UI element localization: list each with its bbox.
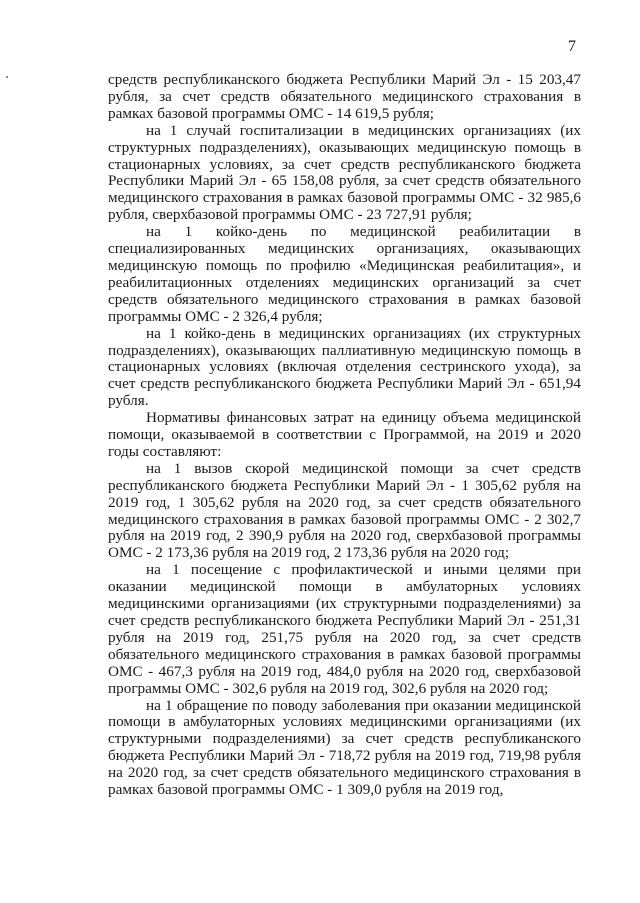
paragraph-continuation: средств республиканского бюджета Республики Марий Эл - 15 203,47 рубля, за счет средств обязательного медицинского страхования в рамках базовой программы ОМС - 14 619,5 рубля;: [108, 71, 581, 122]
paragraph-rehabilitation-bed-day: на 1 койко-день по медицинской реабилитации в специализированных медицинских организациях, оказывающих медицинскую помощь по профилю «Медицинская реабилитация», и реабилитационных отделениях медицинских организаций за счет средств обязательного медицинского страхования в рамках базовой программы ОМС - 2 326,4 рубля;: [108, 223, 581, 325]
page-number: 7: [568, 38, 576, 55]
paragraph-cost-norms-intro: Нормативы финансовых затрат на единицу объема медицинской помощи, оказываемой в соответствии с Программой, на 2019 и 2020 годы составляют:: [108, 409, 581, 460]
paragraph-preventive-visit: на 1 посещение с профилактической и иными целями при оказании медицинской помощи в амбулаторных условиях медицинскими организациями (их структурными подразделениями) за счет средств республиканского бюджета Республики Марий Эл - 251,31 рубля на 2019 год, 251,75 рубля на 2020 год, за счет средств обязательного медицинского страхования в рамках базовой программы ОМС - 467,3 рубля на 2019 год, 484,0 рубля на 2020 год, сверхбазовой программы ОМС - 302,6 рубля на 2019 год, 302,6 рубля на 2020 год;: [108, 561, 581, 697]
paragraph-disease-appeal: на 1 обращение по поводу заболевания при оказании медицинской помощи в амбулаторных условиях медицинскими организациями (их структурными подразделениями) за счет средств республиканского бюджета Республики Марий Эл - 718,72 рубля на 2019 год, 719,98 рубля на 2020 год, за счет средств обязательного медицинского страхования в рамках базовой программы ОМС - 1 309,0 рубля на 2019 год,: [108, 696, 581, 799]
paragraph-hospitalization-cost: на 1 случай госпитализации в медицинских организациях (их структурных подразделениях), оказывающих медицинскую помощь в стационарных условиях, за счет средств республиканского бюджета Республики Марий Эл - 65 158,08 рубля, за счет средств обязательного медицинского страхования в рамках базовой программы ОМС - 32 985,6 рубля, сверхбазовой программы ОМС - 23 727,91 рубля;: [108, 121, 581, 224]
paragraph-ambulance-call: на 1 вызов скорой медицинской помощи за счет средств республиканского бюджета Республики Марий Эл - 1 305,62 рубля на 2019 год, 1 305,62 рубля на 2020 год, за счет средств обязательного медицинского страхования в рамках базовой программы ОМС - 2 302,7 рубля на 2019 год, 2 390,9 рубля на 2020 год, сверхбазовой программы ОМС - 2 173,36 рубля на 2019 год, 2 173,36 рубля на 2020 год;: [108, 459, 581, 562]
scan-mark: [6, 76, 8, 78]
paragraph-palliative-bed-day: на 1 койко-день в медицинских организациях (их структурных подразделениях), оказывающих паллиативную медицинскую помощь в стационарных условиях (включая отделения сестринского ухода), за счет средств республиканского бюджета Республики Марий Эл - 651,94 рубля.: [108, 324, 581, 410]
document-body: [108, 72, 581, 799]
